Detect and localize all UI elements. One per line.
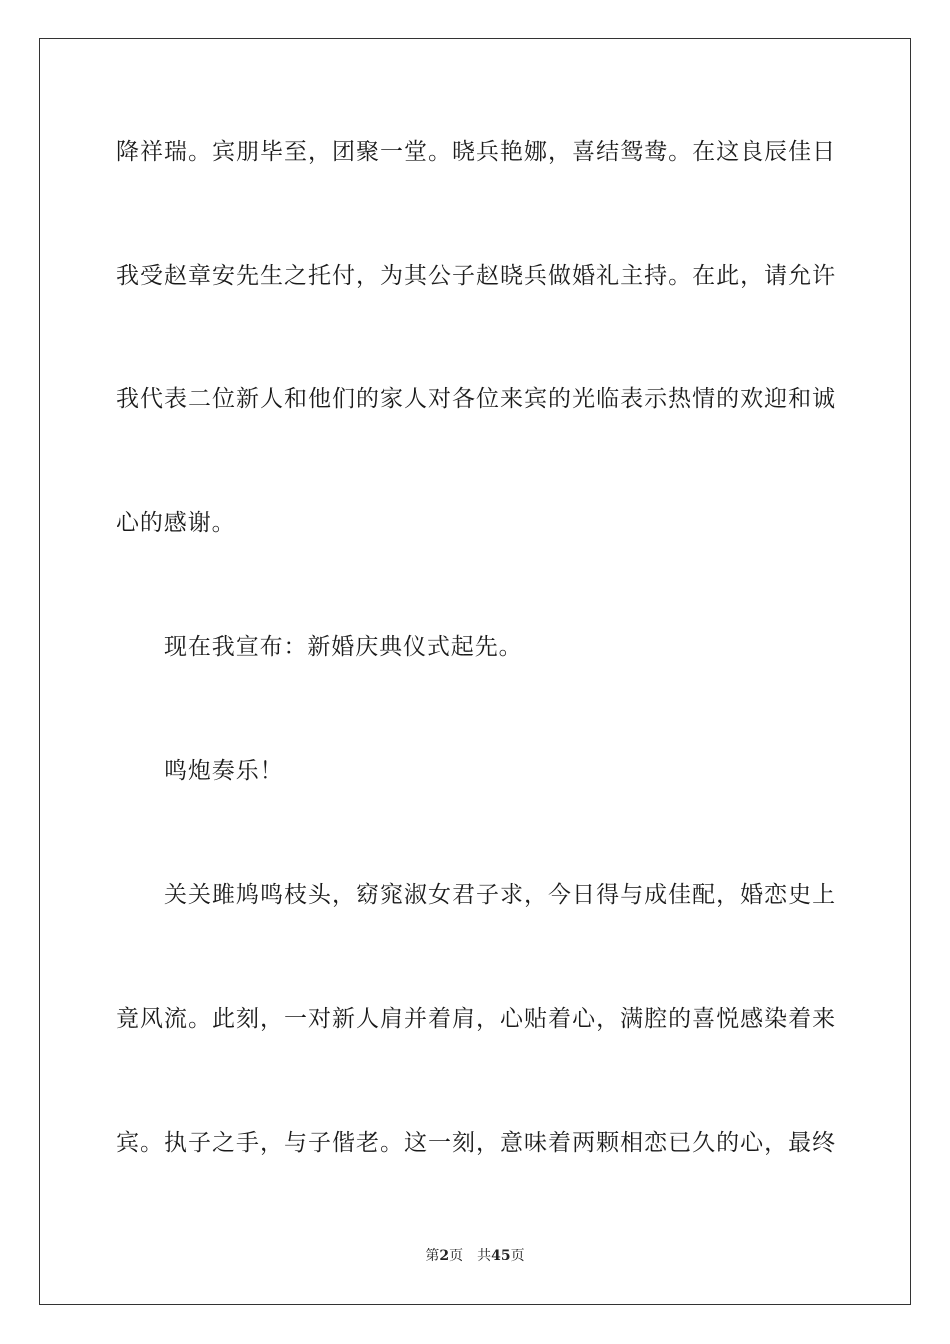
page-prefix: 第 [425,1248,440,1264]
total-suffix: 页 [510,1248,525,1264]
paragraph-line: 鸣炮奏乐！ [164,758,284,784]
page-footer [0,1247,950,1265]
paragraph-line: 宾。执子之手，与子偕老。这一刻，意味着两颗相恋已久的心，最终 [116,1130,836,1156]
paragraph-line: 我受赵章安先生之托付，为其公子赵晓兵做婚礼主持。在此，请允许 [116,263,836,289]
total-pages: 45 [491,1248,511,1264]
paragraph-line: 降祥瑞。宾朋毕至，团聚一堂。晓兵艳娜，喜结鸳鸯。在这良辰佳日 [116,139,836,165]
page-border [39,38,911,1305]
paragraph-line: 竟风流。此刻，一对新人肩并着肩，心贴着心，满腔的喜悦感染着来 [116,1006,836,1032]
paragraph-line: 心的感谢。 [116,510,236,536]
total-prefix: 共 [477,1248,492,1264]
paragraph-line: 关关雎鸠鸣枝头，窈窕淑女君子求，今日得与成佳配，婚恋史上 [164,882,836,908]
page-number: 2 [439,1248,450,1264]
paragraph-line: 现在我宣布：新婚庆典仪式起先。 [164,634,523,660]
page-suffix: 页 [449,1248,464,1264]
paragraph-line: 我代表二位新人和他们的家人对各位来宾的光临表示热情的欢迎和诚 [116,386,836,412]
